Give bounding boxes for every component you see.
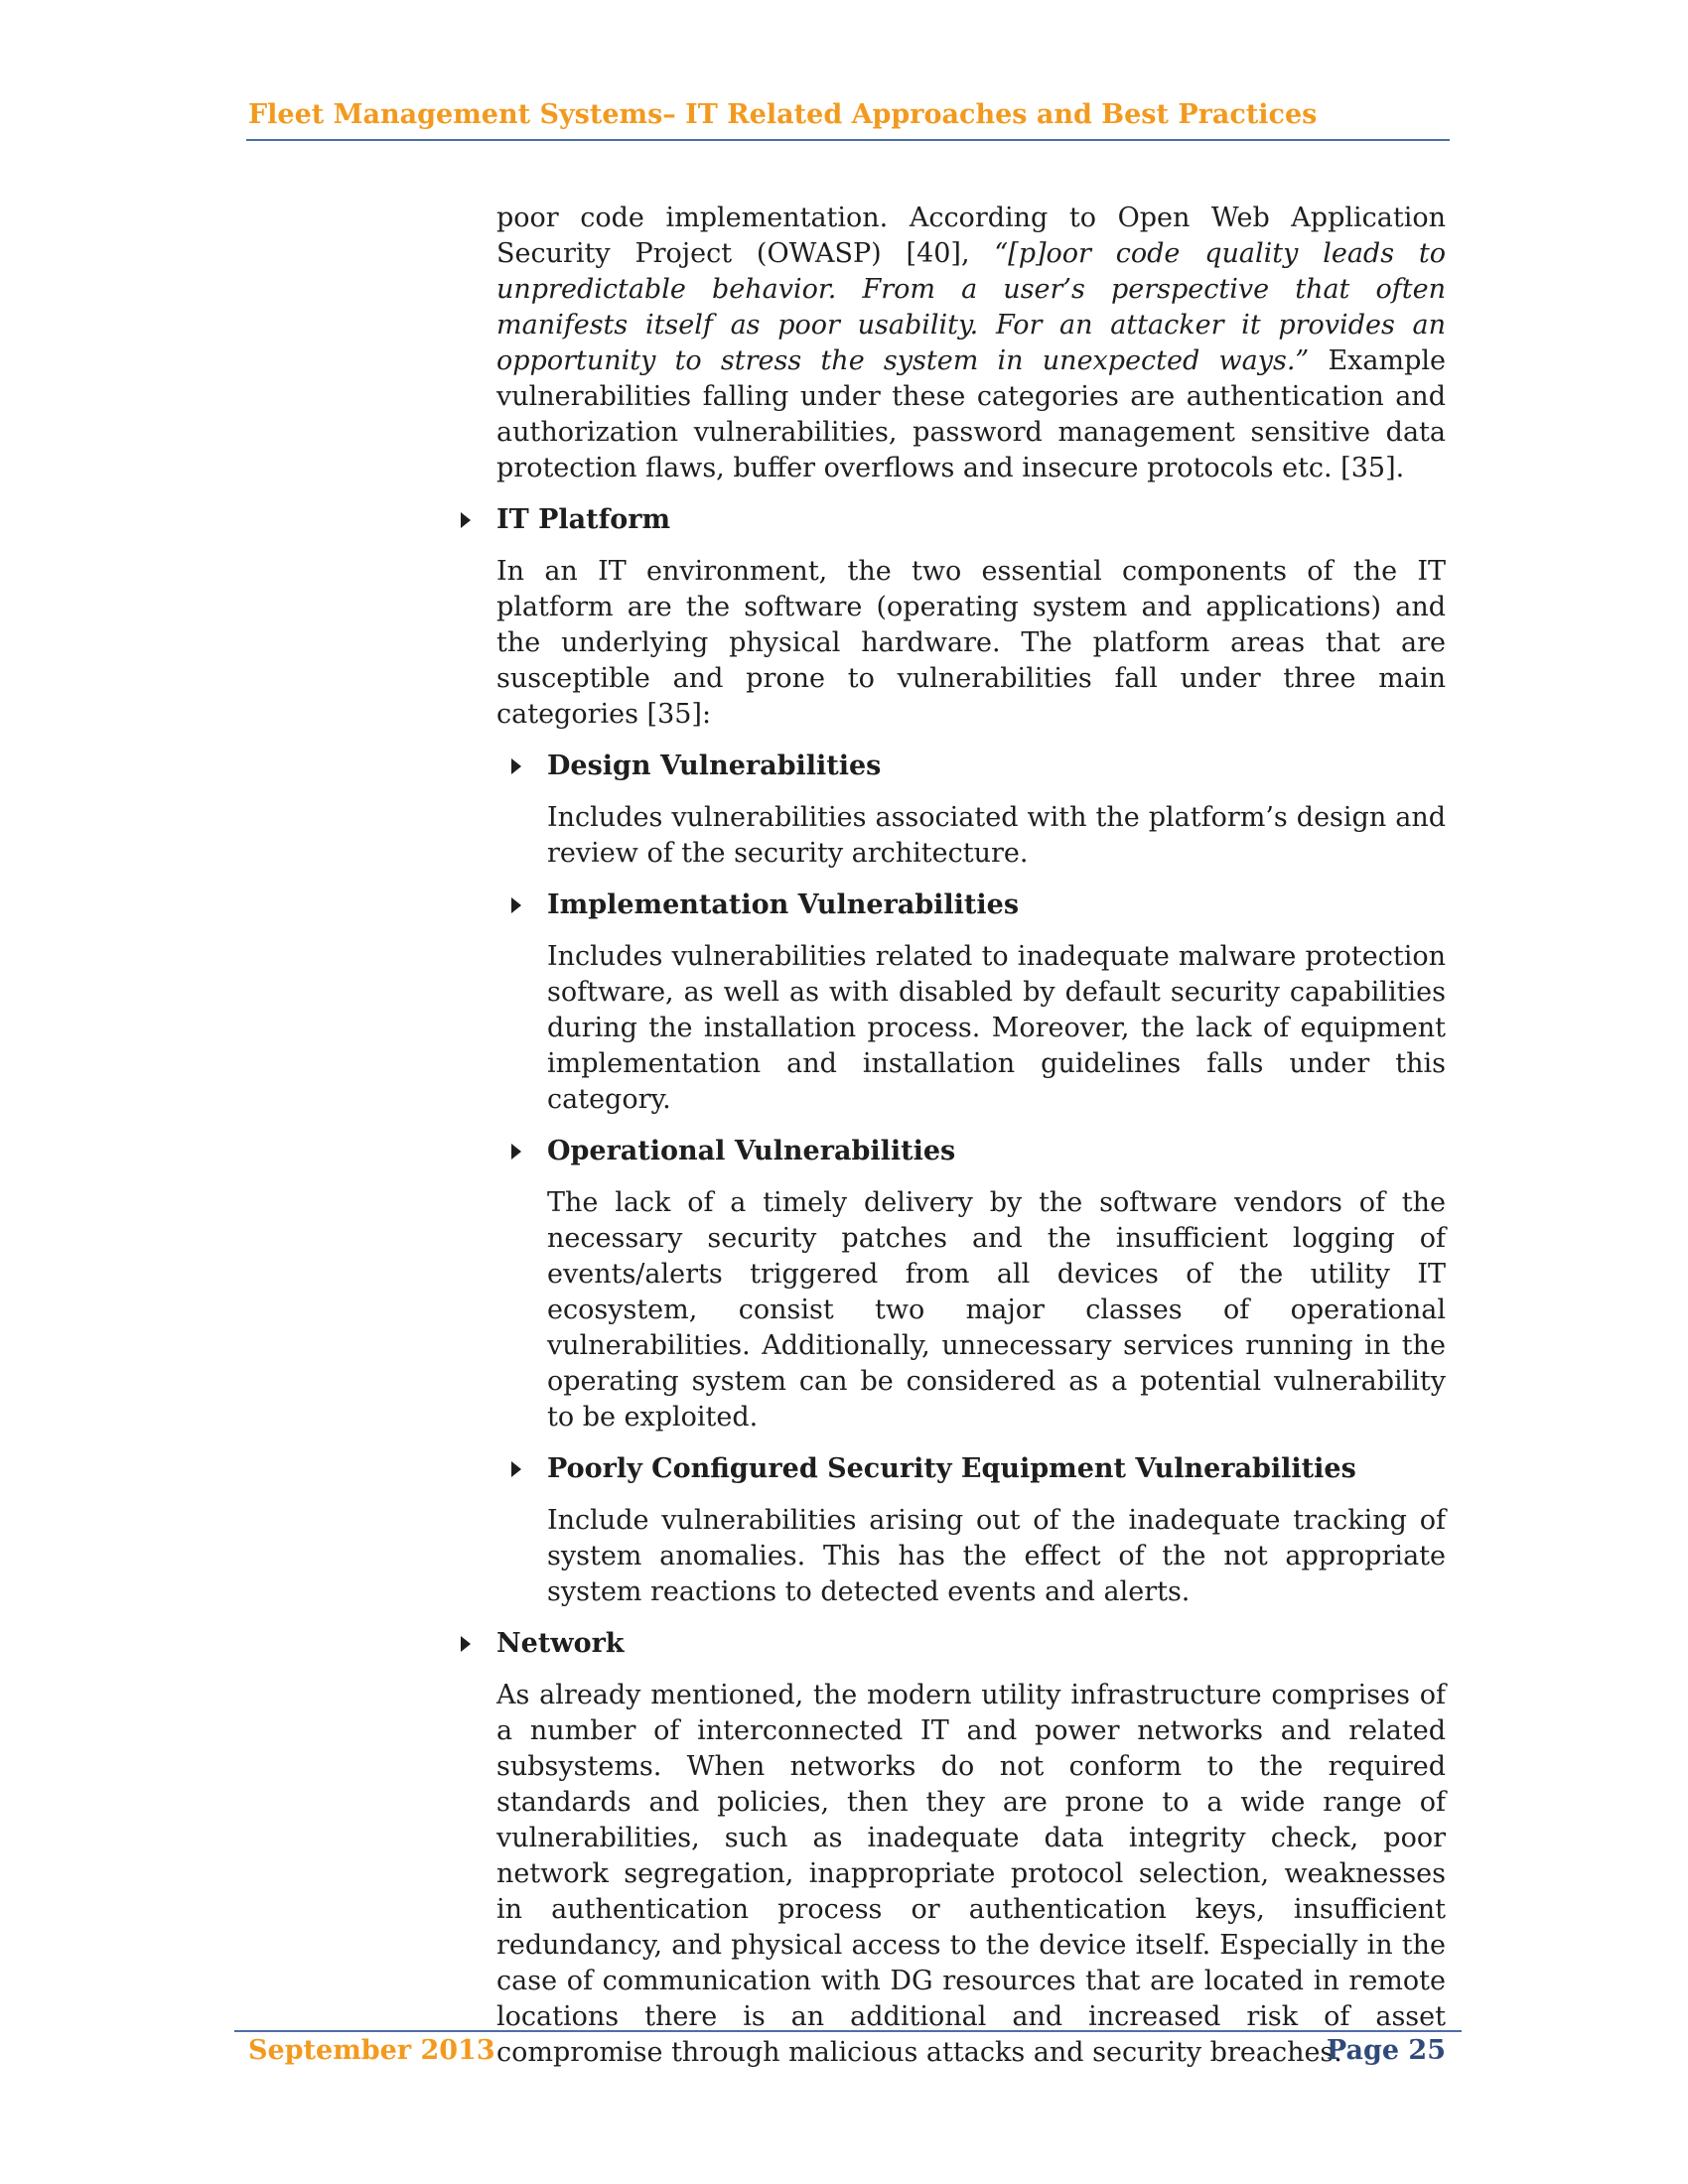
page-body	[496, 201, 1446, 2071]
header-title: Fleet Management Systems– IT Related Approaches and Best Practices	[248, 99, 1318, 130]
triangle-bullet-icon	[461, 1636, 471, 1652]
design-paragraph: Includes vulnerabilities associated with the platform’s design and review of the security architecture.	[547, 802, 1446, 869]
triangle-bullet-icon	[511, 897, 521, 913]
intro-text-before-quote: poor code implementation. According to Open Web Application Security Project (OWASP) [40],	[496, 203, 1446, 269]
network-paragraph: As already mentioned, the modern utility infrastructure comprises of a number of interconnected IT and power networks and related subsystems. When networks do not conform to the required standards and policies, then they are prone to a wide range of vulnerabilities, such as inadequate data integrity check, poor network segregation, inappropriate protocol selection, weaknesses in authentication process or authentication keys, insufficient redundancy, and physical access to the device itself. Especially in the case of communication with DG resources that are located in remote locations there is an additional and increased risk of asset compromise through malicious attacks and security breaches.	[496, 1680, 1446, 2068]
triangle-bullet-icon	[511, 1144, 521, 1160]
intro-text-after-quote: Example vulnerabilities falling under these categories are authentication and authorization vulnerabilities, password management sensitive data protection flaws, buffer overflows and insecure protocols etc. [35].	[496, 345, 1446, 483]
subsection-heading-poorly-configured	[547, 1451, 1446, 1487]
heading-text: Implementation Vulnerabilities	[547, 889, 1020, 920]
heading-text: Design Vulnerabilities	[547, 751, 882, 781]
heading-text: Network	[496, 1628, 625, 1659]
operational-paragraph: The lack of a timely delivery by the software vendors of the necessary security patches and the insufficient logging of events/alerts triggered from all devices of the utility IT ecosystem, consist two major classes of operational vulnerabilities. Additionally, unnecessary services running in the operating system can be considered as a potential vulnerability to be exploited.	[547, 1187, 1446, 1433]
heading-text: Operational Vulnerabilities	[547, 1136, 956, 1166]
it-platform-paragraph: In an IT environment, the two essential components of the IT platform are the software (operating system and applications) and the underlying physical hardware. The platform areas that are susceptible and prone to vulnerabilities fall under three main categories [35]:	[496, 556, 1446, 730]
implementation-paragraph: Includes vulnerabilities related to inadequate malware protection software, as well as with disabled by default security capabilities during the installation process. Moreover, the lack of equipment implementation and installation guidelines falls under this category.	[547, 941, 1446, 1115]
section-heading-it-platform	[496, 502, 1446, 538]
owasp-quote: “[p]oor code quality leads to unpredictable behavior. From a user’s perspective that often manifests itself as poor usability. For an attacker it provides an opportunity to stress the system in unexpected ways.”	[496, 238, 1446, 376]
subsection-heading-implementation	[547, 887, 1446, 923]
subsection-heading-design	[547, 749, 1446, 784]
page-header	[246, 97, 1450, 141]
heading-text: Poorly Configured Security Equipment Vulnerabilities	[547, 1453, 1356, 1484]
triangle-bullet-icon	[461, 512, 471, 528]
footer-page-number: Page 25	[1326, 2035, 1446, 2066]
poorly-configured-paragraph: Include vulnerabilities arising out of the inadequate tracking of system anomalies. This has the effect of the not appropriate system reactions to detected events and alerts.	[547, 1505, 1446, 1607]
triangle-bullet-icon	[511, 758, 521, 774]
intro-paragraph	[496, 201, 1446, 486]
subsection-heading-operational	[547, 1134, 1446, 1169]
footer-divider	[234, 2030, 1462, 2032]
it-platform-subsections	[547, 733, 1446, 1610]
footer-date: September 2013	[248, 2035, 495, 2066]
section-heading-network	[496, 1626, 1446, 1662]
triangle-bullet-icon	[511, 1461, 521, 1477]
heading-text: IT Platform	[496, 504, 671, 535]
